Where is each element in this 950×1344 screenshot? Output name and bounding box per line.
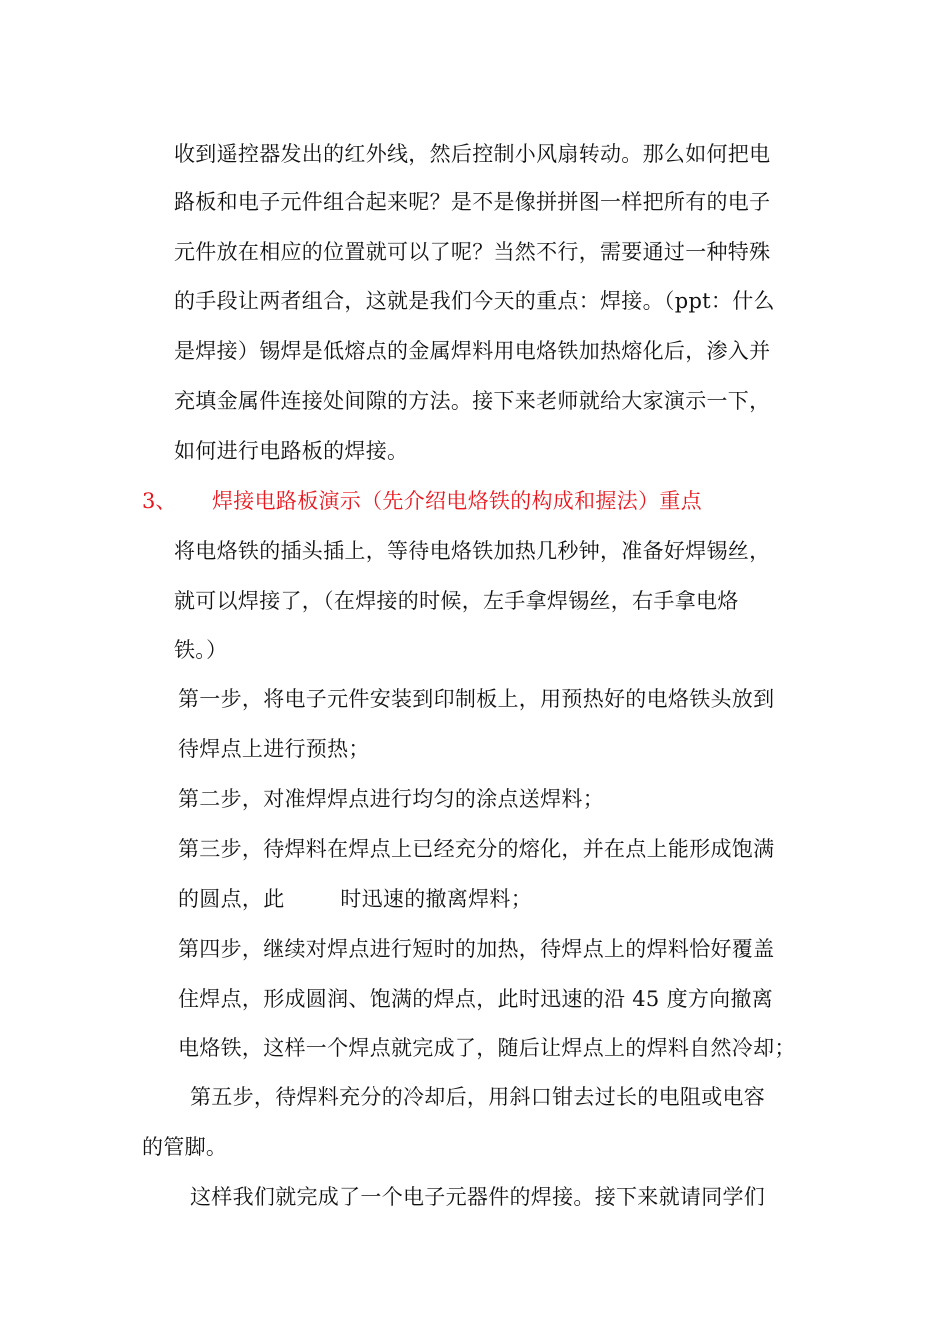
text-line: 将电烙铁的插头插上，等待电烙铁加热几秒钟，准备好焊锡丝， [174,539,771,563]
text-line: 就可以焊接了，（在焊接的时候，左手拿焊锡丝，右手拿电烙 [174,589,739,613]
heading-number: 3、 [142,489,177,513]
closing-line: 这样我们就完成了一个电子元器件的焊接。接下来就请同学们 [190,1185,766,1209]
step-line: 的管脚。 [142,1135,228,1159]
step-line: 住焊点，形成圆润、饱满的焊点，此时迅速的沿 45 度方向撤离 [178,987,774,1011]
text-line: 充填金属件连接处间隙的方法。接下来老师就给大家演示一下， [174,389,771,413]
step-line: 的圆点，此 时迅速的撤离焊料； [178,887,533,911]
text-line: 收到遥控器发出的红外线，然后控制小风扇转动。那么如何把电 [174,142,771,166]
step-line: 电烙铁，这样一个焊点就完成了，随后让焊点上的焊料自然冷却； [178,1036,796,1060]
text-line: 是焊接）锡焊是低熔点的金属焊料用电烙铁加热熔化后，渗入并 [174,339,771,363]
heading-text: 焊接电路板演示（先介绍电烙铁的构成和握法）重点 [212,489,702,513]
text-line: 的手段让两者组合，这就是我们今天的重点：焊接。（ppt：什么 [174,289,775,313]
text-line: 元件放在相应的位置就可以了呢？当然不行，需要通过一种特殊 [174,240,771,264]
step-line: 第四步，继续对焊点进行短时的加热，待焊点上的焊料恰好覆盖 [178,937,775,961]
text-line: 铁。） [174,638,228,662]
text-line: 如何进行电路板的焊接。 [174,439,409,463]
step-line: 第一步，将电子元件安装到印制板上，用预热好的电烙铁头放到 [178,687,775,711]
step-line: 待焊点上进行预热； [178,737,370,761]
step-line: 第二步，对准焊焊点进行均匀的涂点送焊料； [178,787,604,811]
text-line: 路板和电子元件组合起来呢？是不是像拼拼图一样把所有的电子 [174,190,771,214]
step-line: 第三步，待焊料在焊点上已经充分的熔化，并在点上能形成饱满 [178,837,775,861]
step-line: 第五步，待焊料充分的冷却后，用斜口钳去过长的电阻或电容 [190,1085,766,1109]
